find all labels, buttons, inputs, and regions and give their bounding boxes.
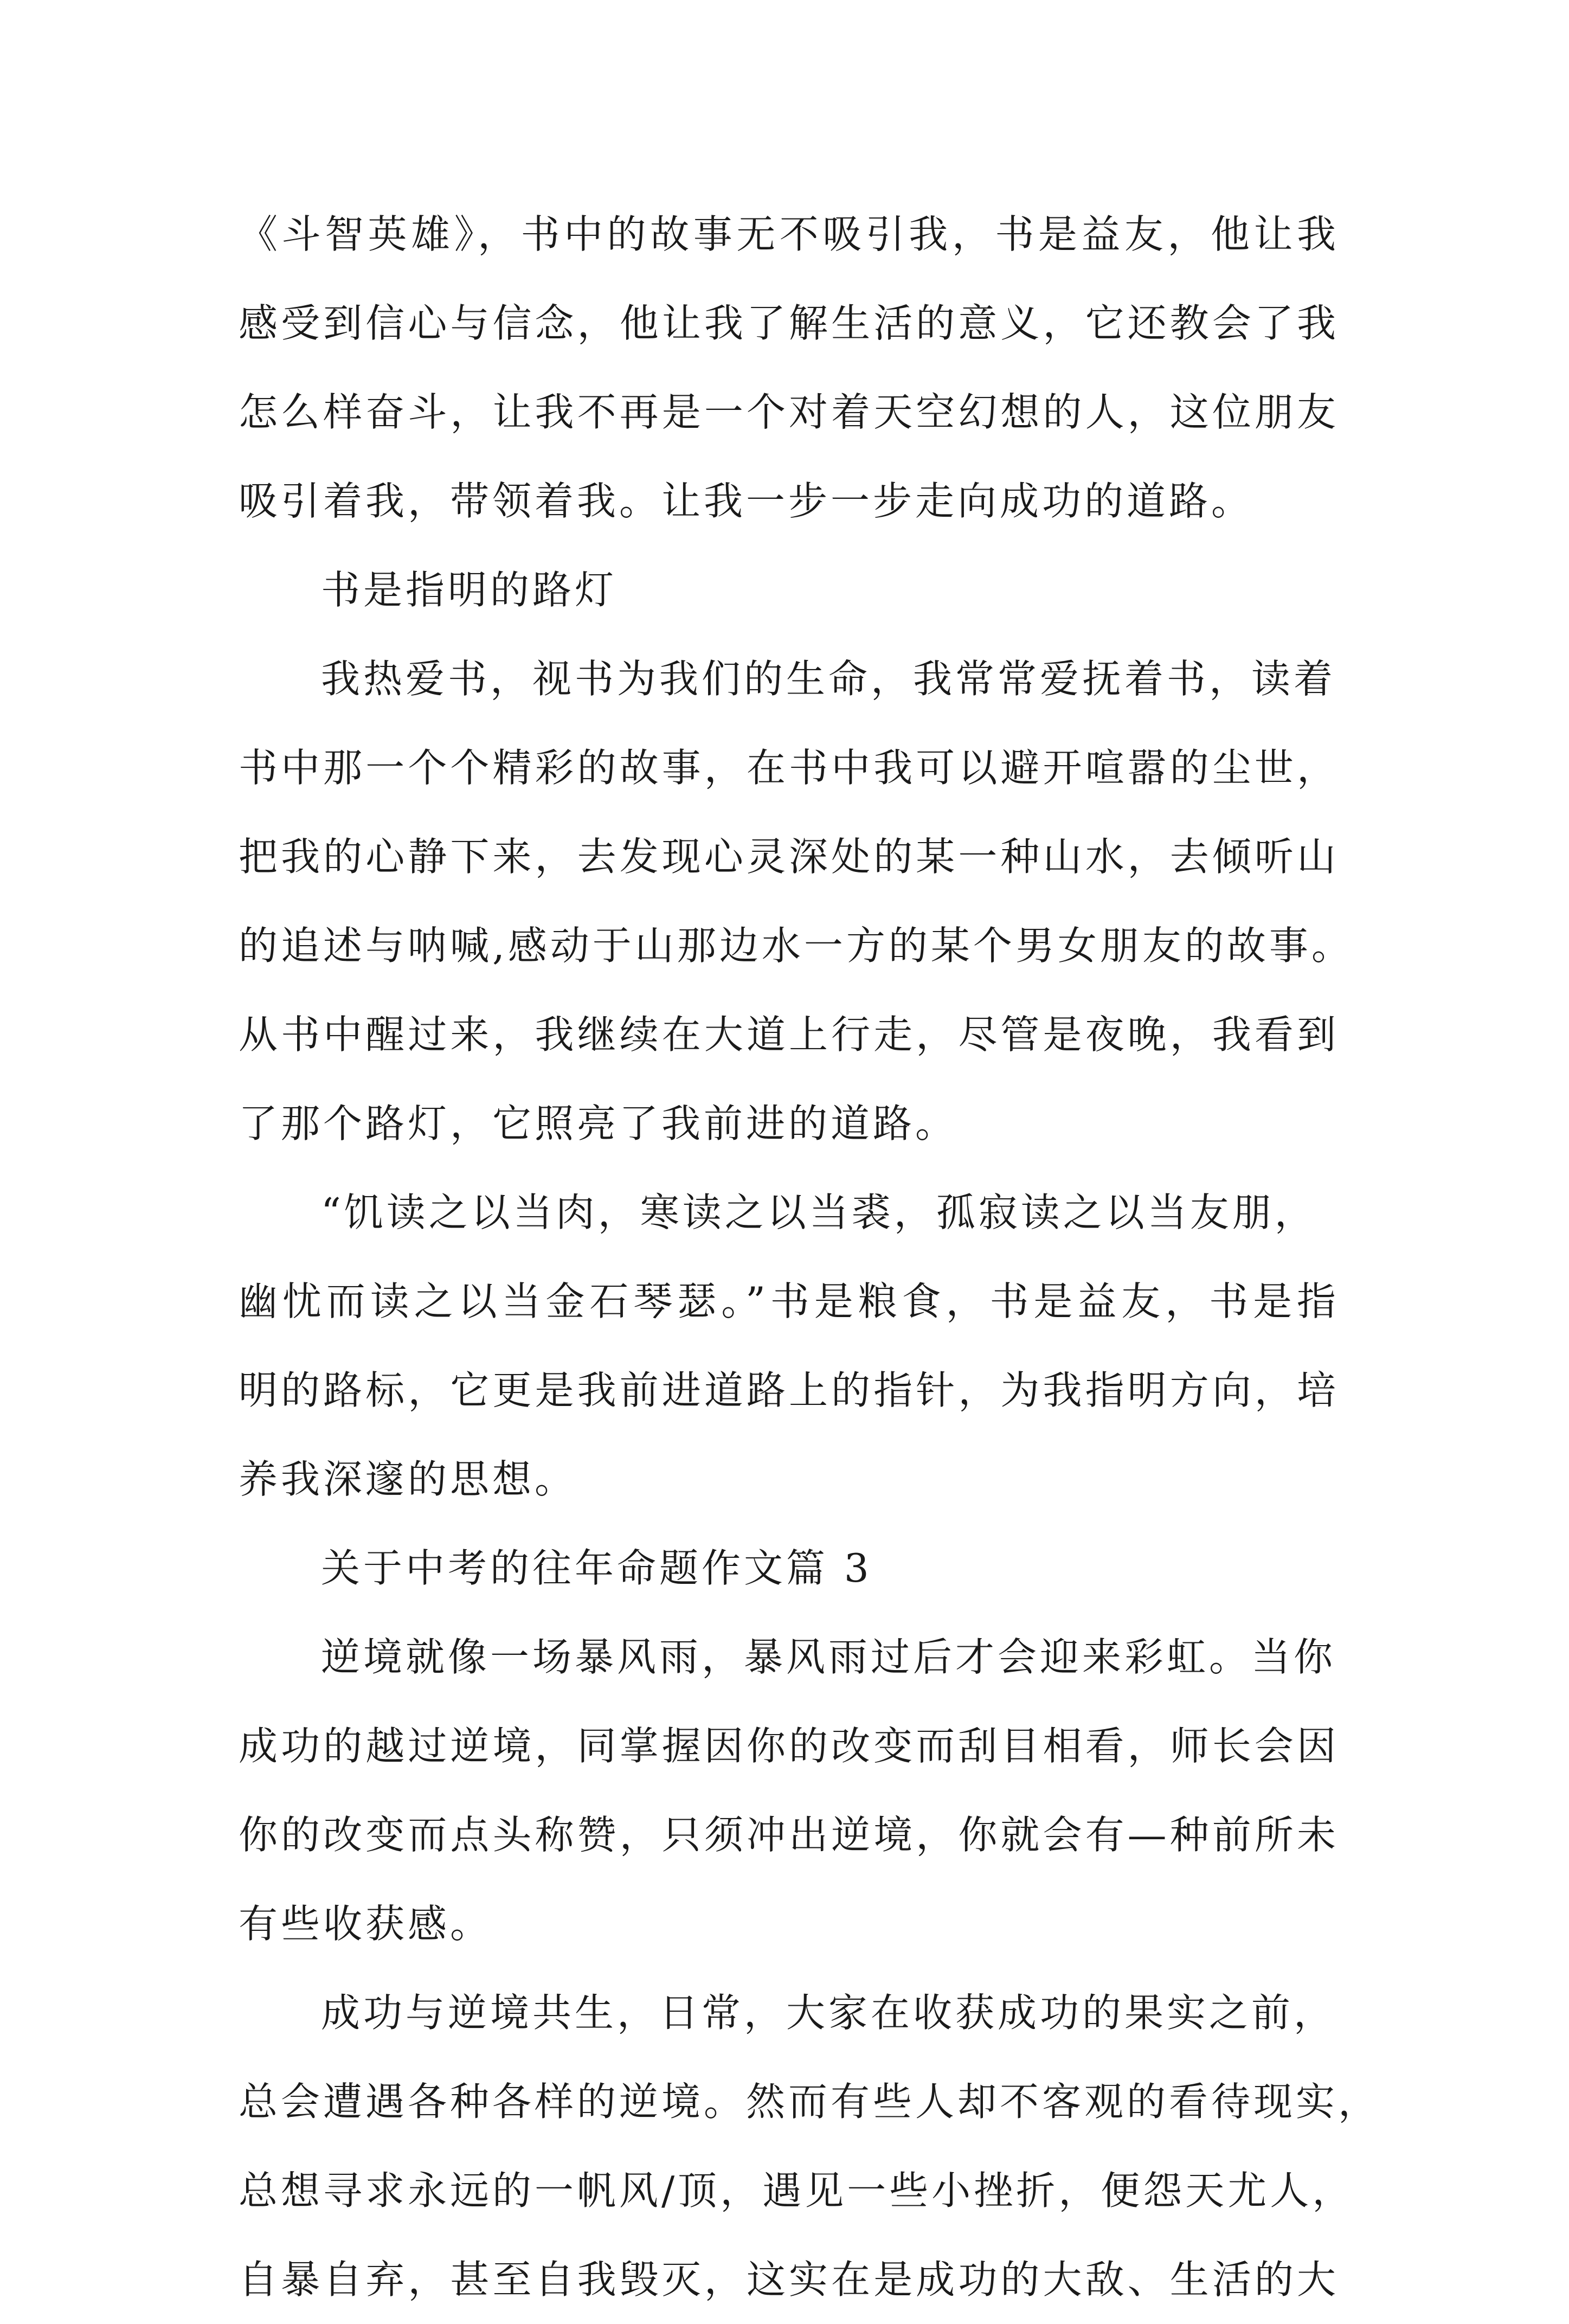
text-line: 怎么样奋斗，让我不再是一个对着天空幻想的人，这位朋友 xyxy=(239,389,1339,435)
text-line: 明的路标，它更是我前进道路上的指针，为我指明方向，培 xyxy=(239,1368,1339,1413)
text-line: 成功的越过逆境，同掌握因你的改变而刮目相看，师长会因 xyxy=(239,1723,1339,1769)
section-heading: 关于中考的往年命题作文篇 3 xyxy=(321,1545,872,1591)
text-line: 幽忧而读之以当金石琴瑟。”书是粮食，书是益友，书是指 xyxy=(239,1279,1339,1324)
text-line: 总想寻求永远的一帆风/顶，遇见一些小挫折，便怨天尤人， xyxy=(239,2168,1355,2213)
text-line: 我热爱书，视书为我们的生命，我常常爱抚着书，读着 xyxy=(321,656,1336,702)
text-line: 总会遭遇各种各样的逆境。然而有些人却不客观的看待现实， xyxy=(239,2079,1381,2124)
text-line: 的追述与呐喊,感动于山那边水一方的某个男女朋友的故事。 xyxy=(239,923,1354,968)
text-line: 从书中醒过来，我继续在大道上行走，尽管是夜晚，我看到 xyxy=(239,1012,1339,1057)
text-line: 成功与逆境共生，日常，大家在收获成功的果实之前， xyxy=(321,1990,1336,2036)
text-line: 把我的心静下来，去发现心灵深处的某一种山水，去倾听山 xyxy=(239,834,1339,879)
text-line: 养我深邃的思想。 xyxy=(239,1456,577,1502)
text-line: 书中那一个个精彩的故事，在书中我可以避开喧嚣的尘世， xyxy=(239,745,1339,791)
text-line: 逆境就像一场暴风雨，暴风雨过后才会迎来彩虹。当你 xyxy=(321,1634,1336,1680)
section-heading: 书是指明的路灯 xyxy=(321,567,618,613)
text-line: 《斗智英雄》，书中的故事无不吸引我，书是益友，他让我 xyxy=(239,211,1339,257)
text-line: 了那个路灯，它照亮了我前进的道路。 xyxy=(239,1101,958,1146)
text-line: 感受到信心与信念，他让我了解生活的意义，它还教会了我 xyxy=(239,300,1339,346)
text-line: 你的改变而点头称赞，只须冲出逆境，你就会有—种前所未 xyxy=(239,1812,1339,1858)
text-line: “饥读之以当肉，寒读之以当裘，孤寂读之以当友朋， xyxy=(321,1190,1317,1235)
body-text xyxy=(239,190,1381,2324)
text-line: 吸引着我，带领着我。让我一步一步走向成功的道路。 xyxy=(239,478,1254,524)
text-line: 有些收获感。 xyxy=(239,1901,493,1947)
text-line: 自暴自弃，甚至自我毁灭，这实在是成功的大敌、生活的大 xyxy=(239,2257,1339,2302)
